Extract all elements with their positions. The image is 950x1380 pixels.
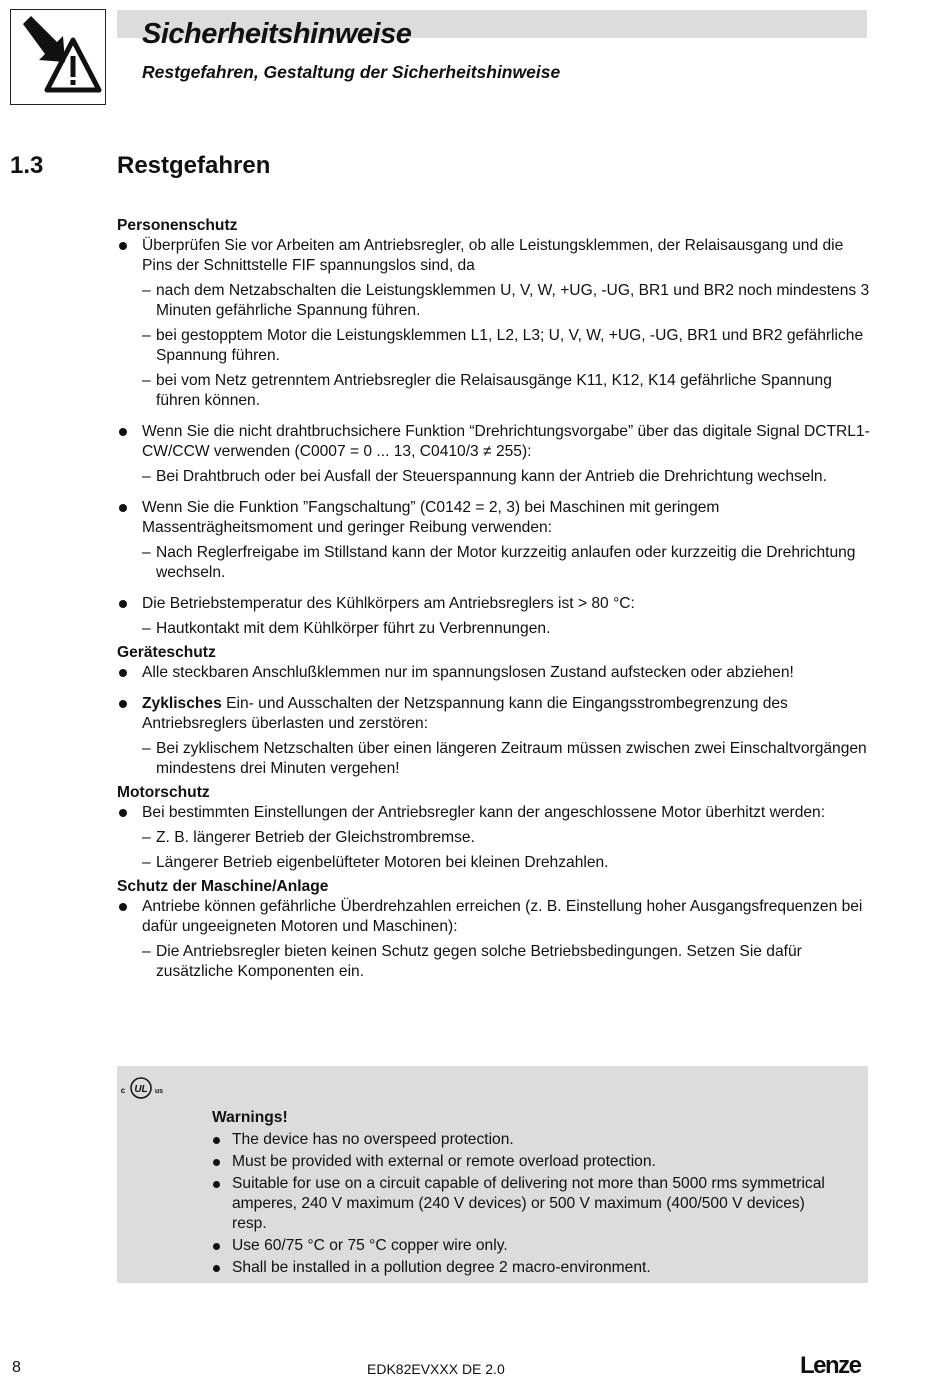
bullet-text: Ein- und Ausschalten der Netzspannung kann die Eingangsstrombegrenzung des Antriebsreglers überlasten und zerstören: — [142, 695, 788, 732]
group-title-geraeteschutz: Geräteschutz — [117, 644, 216, 661]
list-item — [117, 422, 877, 487]
section-title: Restgefahren — [117, 152, 271, 179]
group-title-personenschutz: Personenschutz — [117, 217, 238, 234]
page-number: 8 — [12, 1359, 21, 1376]
lenze-logo: Lenze — [800, 1352, 861, 1379]
page-title: Sicherheitshinweise — [142, 18, 412, 50]
sub-item: – Bei zyklischem Netzschalten über einen längeren Zeitraum müssen zwischen zwei Einschaltvorgängen mindestens drei Minuten vergehen! — [142, 739, 877, 779]
warning-item: Shall be installed in a pollution degree 2 macro-environment. — [212, 1258, 832, 1278]
group-title-motorschutz: Motorschutz — [117, 784, 210, 801]
sub-item: – nach dem Netzabschalten die Leistungsklemmen U, V, W, +UG, -UG, BR1 und BR2 noch mindestens 3 Minuten gefährliche Spannung führen. — [142, 281, 877, 321]
sub-item: – Nach Reglerfreigabe im Stillstand kann der Motor kurzzeitig anlaufen oder kurzzeitig die Drehrichtung wechseln. — [142, 543, 877, 583]
sub-item: – Bei Drahtbruch oder bei Ausfall der Steuerspannung kann der Antrieb die Drehrichtung wechseln. — [142, 467, 877, 487]
sub-item: – Z. B. längerer Betrieb der Gleichstrombremse. — [142, 828, 877, 848]
maschinenschutz-list — [117, 897, 877, 982]
bullet-text: Die Betriebstemperatur des Kühlkörpers am Antriebsreglers ist > 80 °C: — [142, 595, 635, 612]
page-subtitle: Restgefahren, Gestaltung der Sicherheitshinweise — [142, 62, 561, 82]
personenschutz-list — [117, 236, 877, 639]
bullet-text: Überprüfen Sie vor Arbeiten am Antriebsregler, ob alle Leistungsklemmen, der Relaisausgang und die Pins der Schnittstelle FIF spannungslos sind, da — [142, 237, 844, 274]
sub-item: – Die Antriebsregler bieten keinen Schutz gegen solche Betriebsbedingungen. Setzen Sie dafür zusätzliche Komponenten ein. — [142, 942, 877, 982]
ul-mark-left: c — [120, 1086, 126, 1095]
bullet-text: Bei bestimmten Einstellungen der Antriebsregler kann der angeschlossene Motor überhitzt werden: — [142, 804, 826, 821]
group-title-maschinenschutz: Schutz der Maschine/Anlage — [117, 878, 329, 895]
list-item — [117, 803, 877, 873]
warnings-list — [212, 1130, 832, 1278]
list-item — [117, 663, 877, 683]
bullet-text: Wenn Sie die Funktion ”Fangschaltung” (C0142 = 2, 3) bei Maschinen mit geringem Massenträgheitsmoment und geringer Reibung verwenden: — [142, 499, 720, 536]
sub-item: – bei gestopptem Motor die Leistungsklemmen L1, L2, L3; U, V, W, +UG, -UG, BR1 und BR2 gefährliche Spannung führen. — [142, 326, 877, 366]
bullet-text: Alle steckbaren Anschlußklemmen nur im spannungslosen Zustand aufstecken oder abziehen! — [142, 664, 794, 681]
bullet-text: Wenn Sie die nicht drahtbruchsichere Funktion “Drehrichtungsvorgabe” über das digitale Signal DCTRL1-CW/CCW verwenden (C0007 = 0 ... 13, C0410/3 ≠ 255): — [142, 423, 870, 460]
bullet-text: Antriebe können gefährliche Überdrehzahlen erreichen (z. B. Einstellung hoher Ausgangsfrequenzen bei dafür ungeeigneten Motoren und Maschinen): — [142, 898, 863, 935]
ul-mark-center: UL — [134, 1084, 148, 1095]
warnings-title: Warnings! — [212, 1109, 288, 1126]
sub-item: – Längerer Betrieb eigenbelüfteter Motoren bei kleinen Drehzahlen. — [142, 853, 877, 873]
warning-item: Must be provided with external or remote overload protection. — [212, 1152, 832, 1172]
safety-icon-box — [10, 9, 106, 105]
section-number: 1.3 — [10, 152, 44, 179]
main-content — [117, 216, 877, 986]
warning-item: Suitable for use on a circuit capable of delivering not more than 5000 rms symmetrical amperes, 240 V maximum (240 V devices) or 500 V maximum (400/500 V devices) resp. — [212, 1174, 832, 1234]
list-item — [117, 498, 877, 583]
sub-item: – Hautkontakt mit dem Kühlkörper führt zu Verbrennungen. — [142, 619, 877, 639]
ul-mark-right: us — [154, 1088, 164, 1095]
warning-item: Use 60/75 °C or 75 °C copper wire only. — [212, 1236, 832, 1256]
document-code: EDK82EVXXX DE 2.0 — [367, 1361, 505, 1377]
bullet-bold-text: Zyklisches — [142, 695, 222, 712]
list-item — [117, 897, 877, 982]
cul-us-logo — [118, 1076, 166, 1100]
list-item — [117, 694, 877, 779]
warnings-content — [212, 1108, 832, 1280]
warning-item: The device has no overspeed protection. — [212, 1130, 832, 1150]
list-item — [117, 594, 877, 639]
warning-triangle-arrow-icon — [11, 10, 104, 103]
motorschutz-list — [117, 803, 877, 873]
geraeteschutz-list — [117, 663, 877, 779]
sub-item: – bei vom Netz getrenntem Antriebsregler die Relaisausgänge K11, K12, K14 gefährliche Spannung führen können. — [142, 371, 877, 411]
list-item — [117, 236, 877, 411]
